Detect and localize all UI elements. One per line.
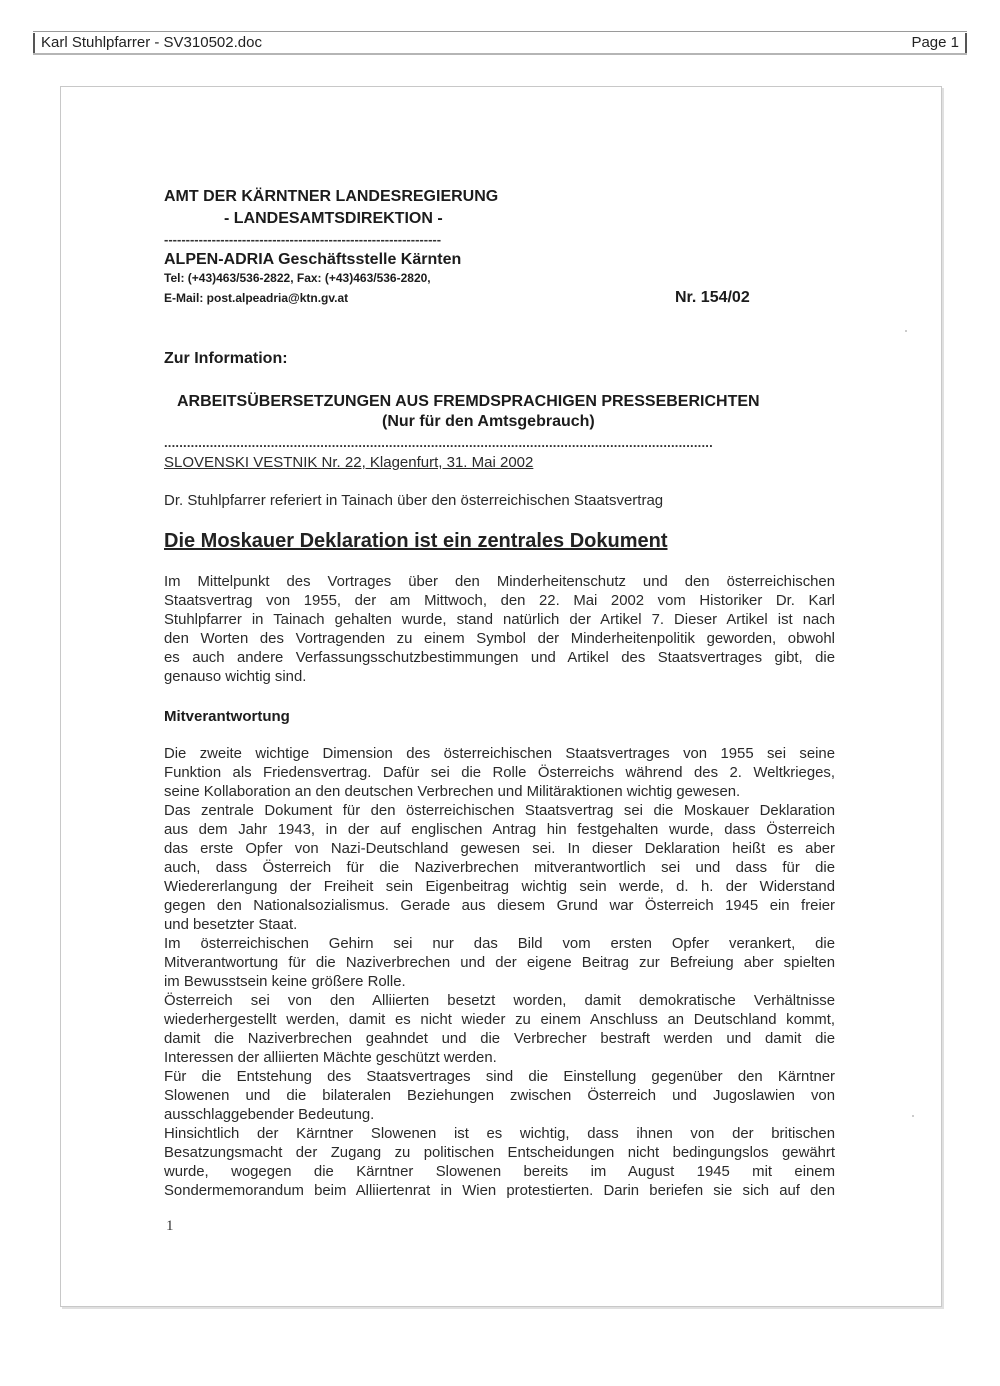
body-line: seine Kollaboration an den deutschen Verbrechen und Militäraktionen wichtig gewesen. [164, 784, 741, 800]
body-line: und besetzter Staat. [164, 917, 298, 933]
body-line: damit die Naziverbrechen geahndet und die Verbrecher bestraft werden und damit die [164, 1031, 835, 1047]
body-line: Besatzungsmacht der Zugang zu politischen Entscheidungen nicht bedingungslos gewährt [164, 1145, 835, 1161]
page-indicator: Page 1 [905, 33, 967, 53]
document-title: Karl Stuhlpfarrer - SV310502.doc [33, 33, 268, 53]
body-line: Interessen der alliierten Mächte geschützt werden. [164, 1050, 497, 1066]
scan-speck [905, 330, 907, 332]
intro-line: den Worten des Vortragenden zu einem Symbol der Minderheitenpolitik geworden, obwohl [164, 631, 835, 647]
body-line: ausschlaggebender Bedeutung. [164, 1107, 375, 1123]
translation-subtitle: (Nur für den Amtsgebrauch) [382, 413, 595, 430]
intro-paragraph [164, 573, 835, 687]
tel-fax-line: Tel: (+43)463/536-2822, Fax: (+43)463/536-2820, [164, 271, 431, 285]
body-line: wiederhergestellt werden, damit es nicht wieder zu einem Anschluss an Deutschland kommt, [164, 1012, 835, 1028]
dotted-separator: ................................................................................................................................................ [164, 435, 713, 450]
intro-line: Im Mittelpunkt des Vortrages über den Minderheitenschutz und den österreichischen [164, 574, 835, 590]
body-line: gegen den Nationalsozialismus. Gerade aus diesem Grund war Österreich 1945 ein freier [164, 898, 835, 914]
scan-speck [912, 1115, 914, 1117]
section-heading: Mitverantwortung [164, 708, 290, 725]
body-line: Wiedererlangung der Freiheit sein Eigenbeitrag wichtig sein werde, d. h. der Widerstand [164, 879, 835, 895]
body-line: Im österreichischen Gehirn sei nur das Bild vom ersten Opfer verankert, die [164, 936, 835, 952]
article-source: SLOVENSKI VESTNIK Nr. 22, Klagenfurt, 31. Mai 2002 [164, 454, 534, 471]
body-line: Mitverantwortung für die Naziverbrechen und der eigene Beitrag zur Befreiung aber spielten [164, 955, 835, 971]
office-name: AMT DER KÄRNTNER LANDESREGIERUNG [164, 188, 499, 205]
body-line: Für die Entstehung des Staatsvertrages sind die Einstellung gegenüber den Kärntner [164, 1069, 835, 1085]
document-header-bar [33, 31, 967, 55]
document-number: Nr. 154/02 [675, 289, 750, 306]
body-line: Slowenen und die bilateralen Beziehungen zwischen Österreich und Jugoslawien von [164, 1088, 835, 1104]
body-paragraphs [164, 745, 835, 1201]
body-line: Die zweite wichtige Dimension des österreichischen Staatsvertrages von 1955 sei seine [164, 746, 835, 762]
article-headline: Die Moskauer Deklaration ist ein zentrales Dokument [164, 530, 668, 552]
intro-line: Staatsvertrag von 1955, der am Mittwoch, den 22. Mai 2002 vom Historiker Dr. Karl [164, 593, 835, 609]
intro-line: es auch andere Verfassungsschutzbestimmungen und Artikel des Staatsvertrages gibt, die [164, 650, 835, 666]
body-line: das erste Opfer von Nazi-Deutschland gewesen sei. In dieser Deklaration heißt es aber [164, 841, 835, 857]
letterhead-separator: ---------------------------------------------------------------- [164, 232, 442, 247]
article-subhead: Dr. Stuhlpfarrer referiert in Tainach über den österreichischen Staatsvertrag [164, 492, 664, 509]
body-line: Hinsichtlich der Kärntner Slowenen ist es wichtig, dass ihnen von der britischen [164, 1126, 835, 1142]
translation-title: ARBEITSÜBERSETZUNGEN AUS FREMDSPRACHIGEN PRESSEBERICHTEN [177, 393, 760, 410]
department-name: - LANDESAMTSDIREKTION - [224, 210, 443, 227]
body-line: Sondermemorandum beim Alliiertenrat in Wien protestierten. Darin beriefen sie sich auf den [164, 1183, 835, 1199]
body-line: wurde, wogegen die Kärntner Slowenen bereits im August 1945 mit einem [164, 1164, 835, 1180]
body-line: Österreich sei von den Alliierten besetzt worden, damit demokratische Verhältnisse [164, 993, 835, 1009]
branch-name: ALPEN-ADRIA Geschäftsstelle Kärnten [164, 251, 462, 268]
body-line: auch, dass Österreich für die Naziverbrechen mitverantwortlich sei und dass für die [164, 860, 835, 876]
body-line: Funktion als Friedensvertrag. Dafür sei die Rolle Österreichs während des 2. Weltkrieges, [164, 765, 835, 781]
intro-line: Stuhlpfarrer in Tainach gehalten wurde, stand natürlich der Artikel 7. Dieser Artikel ist nach [164, 612, 835, 628]
email-line: E-Mail: post.alpeadria@ktn.gv.at [164, 291, 349, 305]
body-line: Das zentrale Dokument für den österreichischen Staatsvertrag sei die Moskauer Deklaration [164, 803, 835, 819]
intro-line: genauso wichtig sind. [164, 669, 307, 685]
body-line: aus dem Jahr 1943, in der auf englischen Antrag hin festgehalten wurde, dass Österreich [164, 822, 835, 838]
body-line: im Bewusstsein keine größere Rolle. [164, 974, 406, 990]
info-label: Zur Information: [164, 350, 288, 367]
page-number: 1 [166, 1218, 174, 1234]
